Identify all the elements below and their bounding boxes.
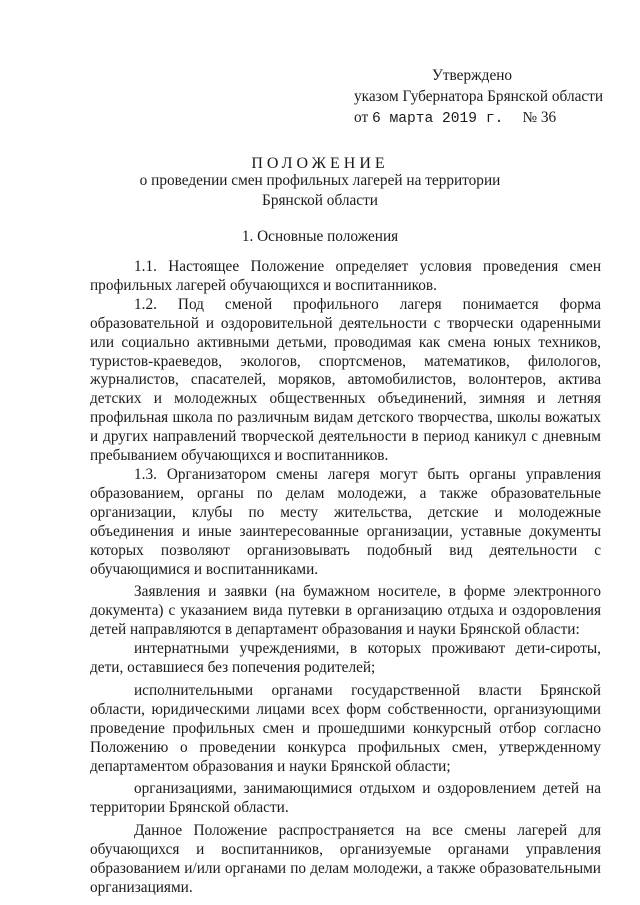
paragraph-list-item-boarding: интернатными учреждениями, в которых проживают дети-сироты, дети, оставшиеся без попечения родителей; [90, 640, 601, 677]
paragraph-list-item-authorities: исполнительными органами государственной власти Брянской области, юридическими лицами всех форм собственности, организующими проведение профильных смен и прошедшими конкурсный отбор согласно Положению о проведении конкурса профильных смен, утвержденному департаментом образования и науки Брянской области; [90, 681, 601, 775]
subtitle-line-1: о проведении смен профильных лагерей на территории [139, 172, 501, 189]
paragraph-list-item-organizations: организациями, занимающимися отдыхом и оздоровлением детей на территории Брянской области. [90, 780, 601, 817]
approval-line-date [354, 107, 614, 130]
approval-date: 6 марта 2019 г. [371, 111, 504, 127]
approval-line-decree: указом Губернатора Брянской области [354, 88, 604, 105]
paragraph-1-3: 1.3. Организатором смены лагеря могут быть органы управления образованием, органы по делам молодежи, а также образовательные организации, клубы по месту жительства, детские и молодежные объединения и иные заинтересованные организации, уставные документы которых позволяют организовывать подобный вид деятельности с обучающимися и воспитанниками. [90, 465, 601, 578]
document-title: ПОЛОЖЕНИЕ [251, 155, 389, 172]
section-heading: 1. Основные положения [241, 228, 399, 245]
paragraph-1-1: 1.1. Настоящее Положение определяет условия проведения смен профильных лагерей обучающихся и воспитанников. [90, 258, 601, 294]
approval-number: № 36 [522, 109, 557, 126]
document-subtitle [0, 171, 640, 211]
approval-date-prefix: от [354, 109, 372, 126]
document-body [90, 258, 601, 898]
approval-block [354, 65, 614, 130]
paragraph-scope: Данное Положение распространяется на все смены лагерей для обучающихся и воспитанников, организуемые органами управления образованием и/или органами по делам молодежи, а также образовательными организациями. [90, 822, 601, 896]
approval-line-approved: Утверждено [432, 67, 513, 84]
paragraph-1-2: 1.2. Под сменой профильного лагеря понимается форма образовательной и оздоровительной деятельности с творчески одаренными или социально активными детьми, проводимая как смена юных техников, туристов-краеведов, экологов, спортсменов, математиков, филологов, журналистов, спасателей, моряков, автомобилистов, волонтеров, актива детских и молодежных общественных объединений, зимняя и летняя профильная школа по различным видам детского творчества, школы вожатых и других направлений творческой деятельности в период каникул с дневным пребыванием обучающихся и воспитанников. [90, 295, 601, 465]
subtitle-line-2: Брянской области [262, 192, 378, 209]
paragraph-applications: Заявления и заявки (на бумажном носителе, в форме электронного документа) с указанием вида путевки в организацию отдыха и оздоровления детей направляются в департамент образования и науки Брянской области: [90, 583, 601, 639]
